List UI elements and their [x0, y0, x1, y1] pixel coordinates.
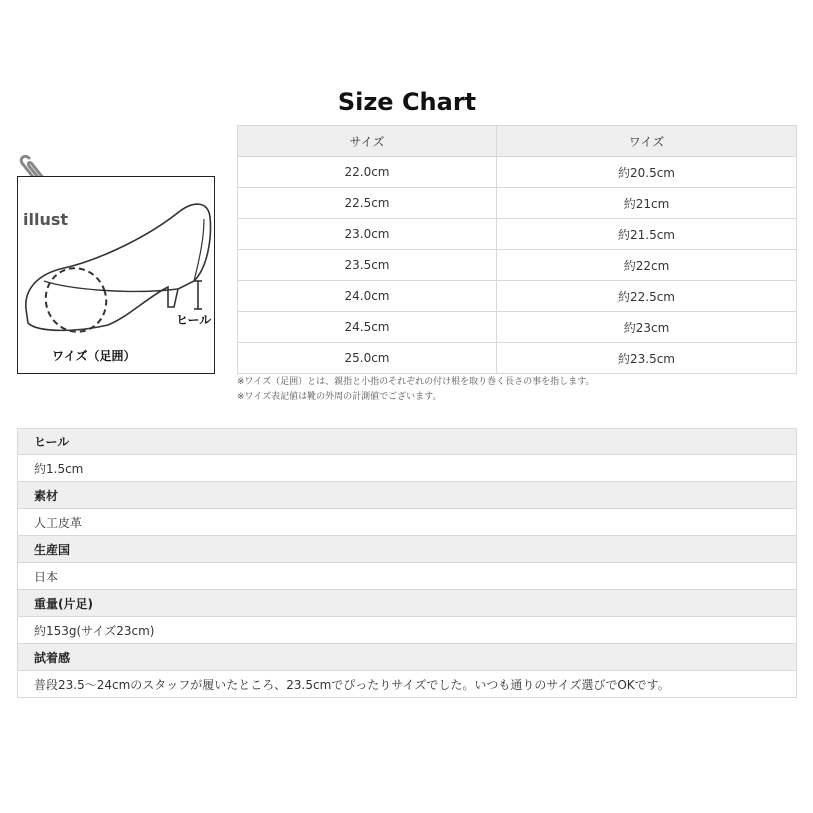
table-row: [238, 219, 797, 250]
table-row: [238, 312, 797, 343]
width-cell: 約21.5cm: [497, 219, 797, 250]
width-cell: 約22cm: [497, 250, 797, 281]
table-row: [238, 343, 797, 374]
spec-label: 重量(片足): [17, 590, 797, 617]
spec-value: 約153g(サイズ23cm): [17, 617, 797, 644]
width-label: ワイズ（足囲）: [52, 349, 136, 363]
width-cell: 約20.5cm: [497, 157, 797, 188]
page-title: Size Chart: [337, 88, 477, 116]
spec-value: 約1.5cm: [17, 455, 797, 482]
table-row: [238, 188, 797, 219]
width-cell: 約22.5cm: [497, 281, 797, 312]
spec-value: 日本: [17, 563, 797, 590]
spec-table: [17, 428, 797, 698]
pump-shoe-icon: [18, 177, 216, 375]
header-size: サイズ: [238, 126, 497, 157]
size-notes: [237, 375, 594, 405]
width-cell: 約21cm: [497, 188, 797, 219]
illustration-label: illust: [23, 210, 69, 229]
width-cell: 約23.5cm: [497, 343, 797, 374]
size-table-header: [238, 126, 797, 157]
width-cell: 約23cm: [497, 312, 797, 343]
spec-label: 試着感: [17, 644, 797, 671]
table-row: [238, 281, 797, 312]
size-cell: 25.0cm: [238, 343, 497, 374]
size-cell: 24.5cm: [238, 312, 497, 343]
spec-label: 生産国: [17, 536, 797, 563]
size-table: [237, 125, 797, 374]
table-row: [238, 157, 797, 188]
spec-value: 普段23.5～24cmのスタッフが履いたところ、23.5cmでぴったりサイズでした。いつも通りのサイズ選びでOKです。: [17, 671, 797, 698]
note-line: ※ワイズ表記値は靴の外周の計測値でございます。: [237, 392, 442, 402]
table-row: [238, 250, 797, 281]
header-width: ワイズ: [497, 126, 797, 157]
size-cell: 23.5cm: [238, 250, 497, 281]
size-cell: 22.5cm: [238, 188, 497, 219]
size-cell: 24.0cm: [238, 281, 497, 312]
heel-label: ヒール: [176, 313, 212, 327]
spec-label: ヒール: [17, 428, 797, 455]
shoe-illustration: [17, 176, 215, 374]
size-cell: 22.0cm: [238, 157, 497, 188]
spec-value: 人工皮革: [17, 509, 797, 536]
size-cell: 23.0cm: [238, 219, 497, 250]
note-line: ※ワイズ（足囲）とは、親指と小指のそれぞれの付け根を取り巻く長さの事を指します。: [237, 377, 595, 387]
spec-label: 素材: [17, 482, 797, 509]
